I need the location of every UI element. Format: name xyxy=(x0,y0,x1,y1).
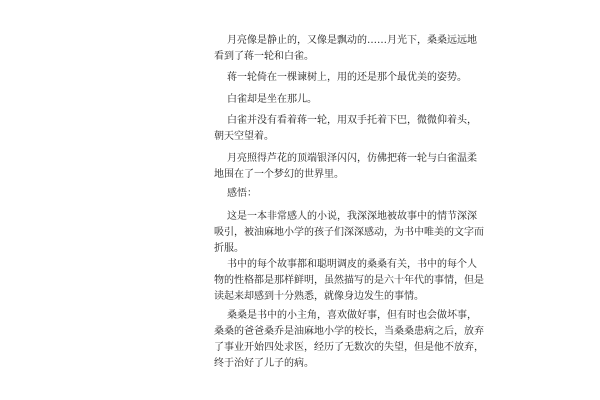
paragraph-line: 了事业开始四处求医，经历了无数次的失望，但是他不放弃， xyxy=(214,342,484,353)
paragraph-line: 月亮照得芦花的顶端银泽闪闪，仿佛把蒋一轮与白雀温柔 xyxy=(227,153,477,164)
paragraph-bai-que-sitting xyxy=(201,92,401,108)
paragraph-line: 终于治好了儿子的病。 xyxy=(214,358,314,369)
paragraph-line: 书中的每个故事都和聪明调皮的桑桑有关，书中的每个人 xyxy=(227,259,477,270)
paragraph-line: 白雀却是坐在那儿。 xyxy=(227,94,317,105)
paragraph-line: 桑桑是书中的小主角，喜欢做好事，但有时也会做坏事， xyxy=(227,310,477,321)
paragraph-line: 感悟： xyxy=(227,188,257,199)
paragraph-line: 地围在了一个梦幻的世界里。 xyxy=(214,169,344,180)
paragraph-line: 读起来却感到十分熟悉，就像身边发生的事情。 xyxy=(214,291,424,302)
paragraph-jiang-yilun xyxy=(201,70,467,86)
paragraph-bai-que-looking xyxy=(201,113,477,145)
paragraph-line: 物的性格都是那样鲜明，虽然描写的是六十年代的事情，但是 xyxy=(214,275,484,286)
paragraph-line: 看到了蒋一轮和白雀。 xyxy=(214,51,314,62)
paragraph-line: 月亮像是静止的，又像是飘动的……月光下，桑桑远远地 xyxy=(227,35,477,46)
paragraph-line: 朝天空望着。 xyxy=(214,131,274,142)
paragraph-line: 蒋一轮倚在一棵谏树上，用的还是那个最优美的姿势。 xyxy=(227,72,467,83)
paragraph-sangsang xyxy=(201,308,484,372)
paragraph-line: 这是一本非常感人的小说，我深深地被故事中的情节深深 xyxy=(227,211,477,222)
paragraph-line: 吸引，被油麻地小学的孩子们深深感动，为书中唯美的文字而 xyxy=(214,227,484,238)
paragraph-reed-flowers xyxy=(201,151,477,183)
paragraph-moonlight xyxy=(201,33,477,65)
paragraph-line: 白雀并没有看着蒋一轮，用双手托着下巴，微微仰着头， xyxy=(227,115,477,126)
heading-reflection xyxy=(201,186,401,202)
paragraph-characters xyxy=(201,257,484,305)
paragraph-reflection-intro xyxy=(201,209,484,257)
paragraph-line: 桑桑的爸爸桑乔是油麻地小学的校长，当桑桑患病之后，放弃 xyxy=(214,326,484,337)
paragraph-line: 折服。 xyxy=(214,243,244,254)
